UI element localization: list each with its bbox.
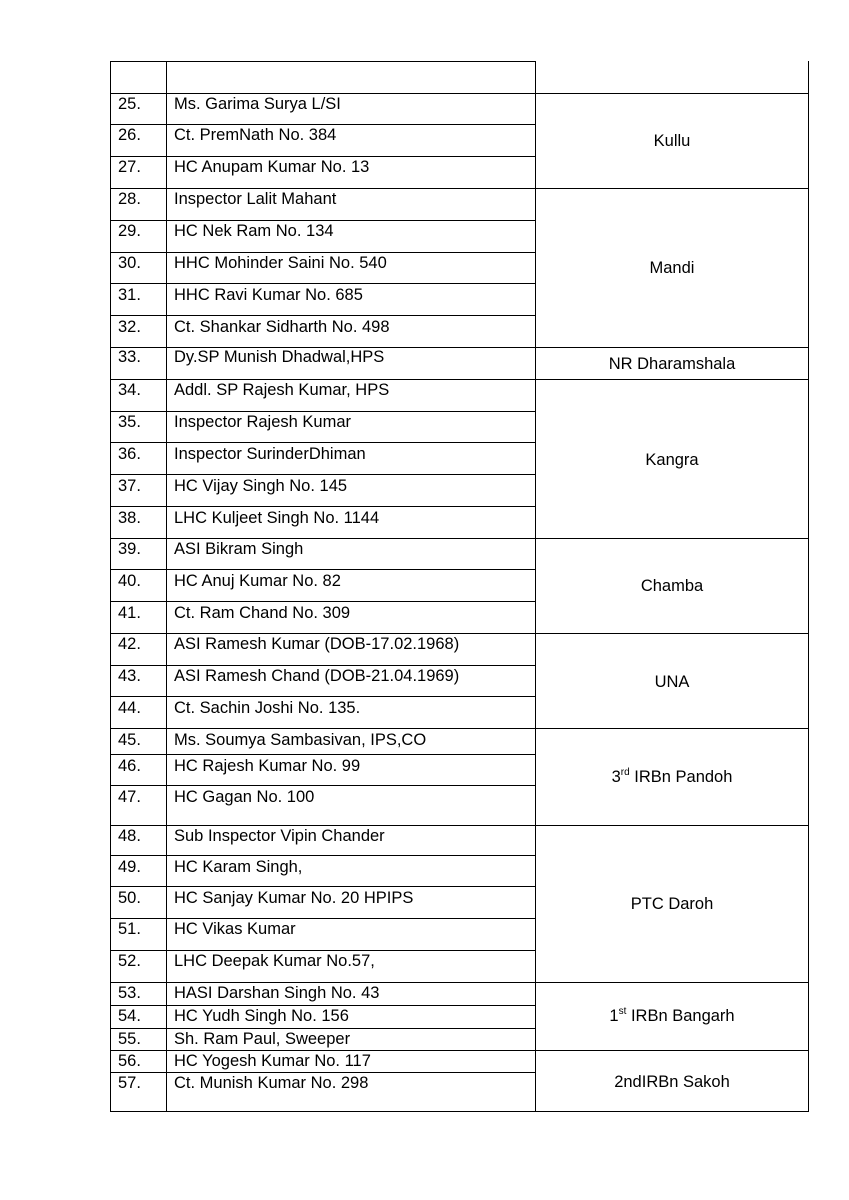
row-divider [110, 411, 536, 412]
row-serial-number: 57. [118, 1074, 141, 1092]
unit-label: Kullu [653, 132, 691, 150]
row-serial-number: 53. [118, 984, 141, 1002]
table-right-border [808, 61, 809, 1112]
row-person-name: HHC Mohinder Saini No. 540 [174, 254, 387, 272]
row-serial-number: 50. [118, 889, 141, 907]
row-person-name: Ct. Sachin Joshi No. 135. [174, 699, 361, 717]
unit-label: NR Dharamshala [608, 355, 736, 373]
row-person-name: Ct. PremNath No. 384 [174, 126, 337, 144]
table-left-border [110, 61, 111, 1112]
row-person-name: HC Vikas Kumar [174, 920, 296, 938]
row-serial-number: 54. [118, 1007, 141, 1025]
row-divider [110, 1005, 536, 1006]
row-person-name: Ms. Garima Surya L/SI [174, 95, 341, 113]
row-divider [110, 785, 536, 786]
row-serial-number: 51. [118, 920, 141, 938]
row-divider [110, 156, 536, 157]
row-divider [110, 950, 536, 951]
row-serial-number: 46. [118, 757, 141, 775]
row-person-name: ASI Bikram Singh [174, 540, 304, 558]
row-serial-number: 47. [118, 788, 141, 806]
row-person-name: HC Rajesh Kumar No. 99 [174, 757, 361, 775]
group-divider [110, 379, 809, 380]
row-person-name: Dy.SP Munish Dhadwal,HPS [174, 348, 385, 366]
row-person-name: ASI Ramesh Kumar (DOB-17.02.1968) [174, 635, 460, 653]
row-serial-number: 56. [118, 1052, 141, 1070]
row-person-name: Inspector SurinderDhiman [174, 445, 366, 463]
unit-ordinal-suffix: rd [620, 766, 630, 778]
unit-label: 2ndIRBn Sakoh [614, 1073, 730, 1091]
row-serial-number: 45. [118, 731, 141, 749]
row-serial-number: 52. [118, 952, 141, 970]
row-serial-number: 27. [118, 158, 141, 176]
row-divider [110, 696, 536, 697]
row-person-name: HC Gagan No. 100 [174, 788, 315, 806]
row-divider [110, 1072, 536, 1073]
row-person-name: HC Nek Ram No. 134 [174, 222, 334, 240]
row-serial-number: 43. [118, 667, 141, 685]
row-serial-number: 36. [118, 445, 141, 463]
row-person-name: Ms. Soumya Sambasivan, IPS,CO [174, 731, 427, 749]
row-serial-number: 29. [118, 222, 141, 240]
row-serial-number: 32. [118, 318, 141, 336]
row-serial-number: 25. [118, 95, 141, 113]
row-person-name: HC Vijay Singh No. 145 [174, 477, 348, 495]
row-serial-number: 26. [118, 126, 141, 144]
row-person-name: Sub Inspector Vipin Chander [174, 827, 385, 845]
unit-label: Mandi [649, 259, 695, 277]
group-divider [110, 93, 809, 94]
row-person-name: HC Sanjay Kumar No. 20 HPIPS [174, 889, 414, 907]
row-divider [110, 220, 536, 221]
table-top-border [110, 61, 536, 62]
row-divider [110, 754, 536, 755]
row-divider [110, 665, 536, 666]
unit-ordinal-suffix: st [618, 1005, 627, 1017]
row-divider [110, 124, 536, 125]
row-person-name: HC Anupam Kumar No. 13 [174, 158, 370, 176]
row-serial-number: 35. [118, 413, 141, 431]
group-divider [110, 538, 809, 539]
row-person-name: Addl. SP Rajesh Kumar, HPS [174, 381, 390, 399]
row-divider [110, 886, 536, 887]
row-person-name: HASI Darshan Singh No. 43 [174, 984, 380, 1002]
row-serial-number: 49. [118, 858, 141, 876]
row-divider [110, 601, 536, 602]
row-divider [110, 442, 536, 443]
unit-label: 1st IRBn Bangarh [609, 1005, 735, 1025]
row-person-name: Inspector Rajesh Kumar [174, 413, 351, 431]
row-divider [110, 283, 536, 284]
row-person-name: LHC Kuljeet Singh No. 1144 [174, 509, 380, 527]
row-divider [110, 855, 536, 856]
row-divider [110, 474, 536, 475]
row-serial-number: 55. [118, 1030, 141, 1048]
row-divider [110, 252, 536, 253]
group-divider [110, 633, 809, 634]
row-divider [110, 315, 536, 316]
row-person-name: HHC Ravi Kumar No. 685 [174, 286, 363, 304]
group-divider [110, 982, 809, 983]
unit-label: UNA [654, 673, 690, 691]
row-person-name: Ct. Shankar Sidharth No. 498 [174, 318, 390, 336]
row-serial-number: 44. [118, 699, 141, 717]
row-person-name: ASI Ramesh Chand (DOB-21.04.1969) [174, 667, 460, 685]
row-person-name: HC Anuj Kumar No. 82 [174, 572, 341, 590]
column-divider [166, 61, 167, 1112]
row-serial-number: 42. [118, 635, 141, 653]
group-divider [110, 825, 809, 826]
row-person-name: Inspector Lalit Mahant [174, 190, 337, 208]
row-serial-number: 34. [118, 381, 141, 399]
row-divider [110, 506, 536, 507]
row-person-name: Sh. Ram Paul, Sweeper [174, 1030, 351, 1048]
unit-label: Kangra [645, 451, 699, 469]
row-serial-number: 30. [118, 254, 141, 272]
row-serial-number: 38. [118, 509, 141, 527]
row-serial-number: 28. [118, 190, 141, 208]
row-person-name: HC Karam Singh, [174, 858, 303, 876]
row-divider [110, 918, 536, 919]
row-serial-number: 37. [118, 477, 141, 495]
row-person-name: LHC Deepak Kumar No.57, [174, 952, 375, 970]
unit-label: 3rd IRBn Pandoh [611, 766, 733, 786]
row-divider [110, 1028, 536, 1029]
unit-label: Chamba [640, 577, 704, 595]
group-divider [110, 188, 809, 189]
row-divider [110, 569, 536, 570]
row-person-name: Ct. Munish Kumar No. 298 [174, 1074, 369, 1092]
row-serial-number: 40. [118, 572, 141, 590]
row-serial-number: 39. [118, 540, 141, 558]
row-serial-number: 33. [118, 348, 141, 366]
group-divider [110, 1050, 809, 1051]
group-divider [110, 728, 809, 729]
row-person-name: HC Yogesh Kumar No. 117 [174, 1052, 371, 1070]
row-person-name: Ct. Ram Chand No. 309 [174, 604, 351, 622]
row-serial-number: 48. [118, 827, 141, 845]
row-serial-number: 41. [118, 604, 141, 622]
row-serial-number: 31. [118, 286, 141, 304]
table-bottom-border [110, 1111, 809, 1112]
row-person-name: HC Yudh Singh No. 156 [174, 1007, 349, 1025]
unit-label: PTC Daroh [630, 895, 714, 913]
